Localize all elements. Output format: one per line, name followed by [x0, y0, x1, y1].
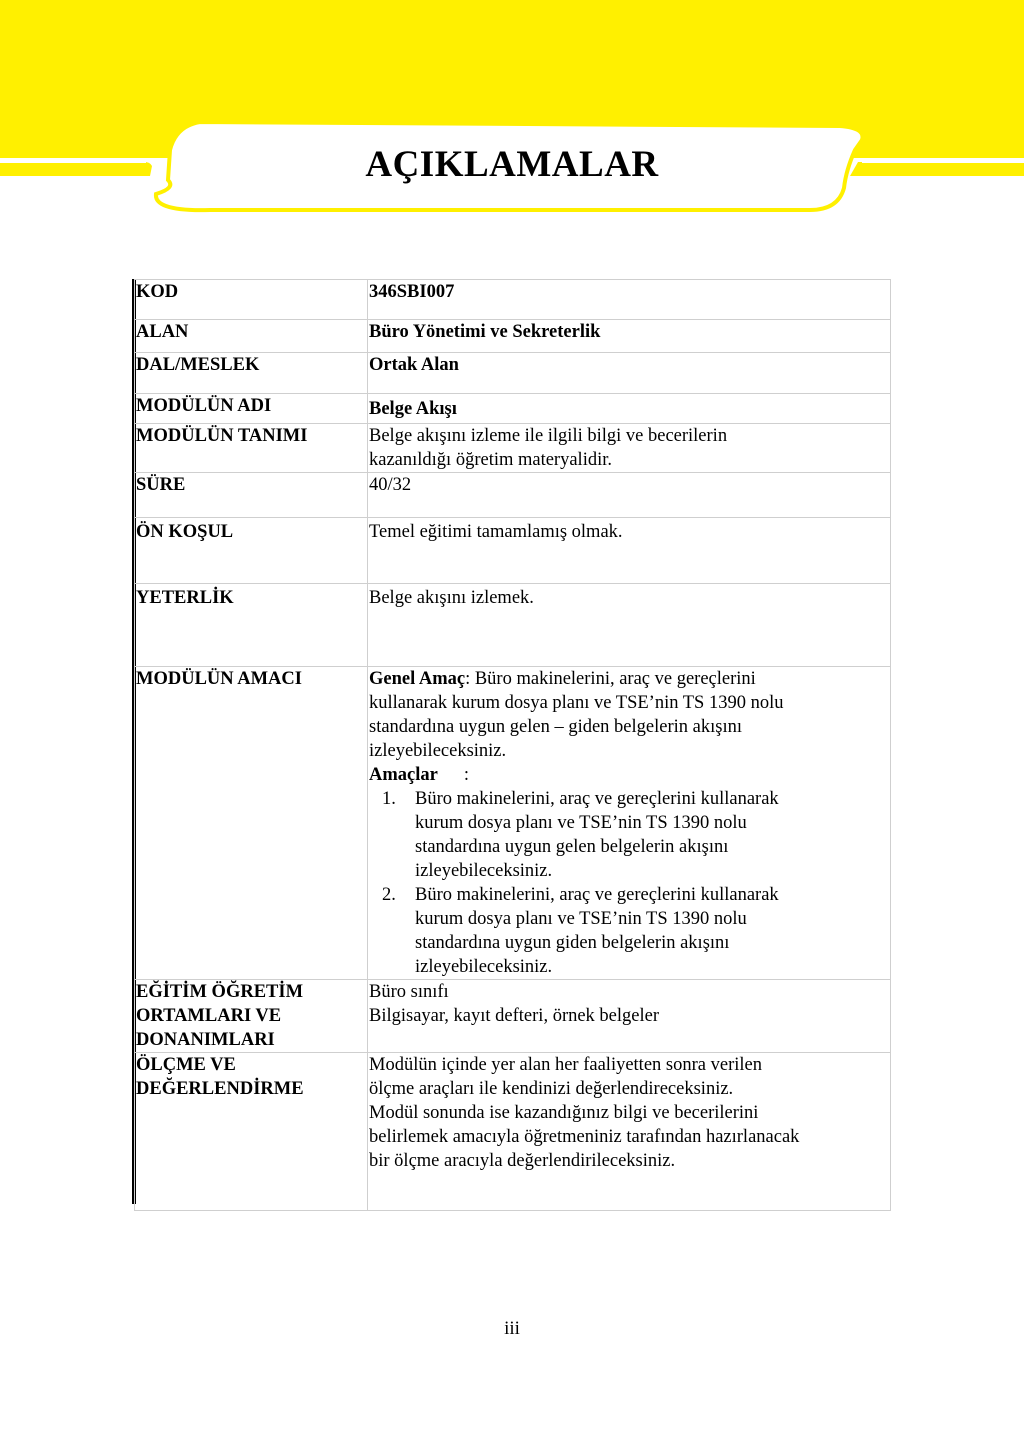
- page-title: AÇIKLAMALAR: [365, 144, 659, 185]
- text-line: izleyebileceksiniz.: [415, 957, 553, 977]
- label-egitim-ortamlari: [135, 980, 368, 1053]
- text-line: bir ölçme aracıyla değerlendirileceksiniz.: [369, 1151, 676, 1171]
- amaclar-colon: :: [463, 765, 469, 785]
- table-row: [135, 667, 891, 980]
- value-olcme: [368, 1053, 891, 1211]
- text-line: standardına uygun gelen belgelerin akışını: [415, 837, 729, 857]
- list-item: [369, 787, 890, 883]
- text-line: ölçme araçları ile kendinizi değerlendireceksiniz.: [369, 1079, 734, 1099]
- text-line: kullanarak kurum dosya planı ve TSE’nin TS 1390 nolu: [369, 693, 784, 713]
- value-sure: 40/32: [368, 473, 891, 518]
- text-line: ORTAMLARI VE: [136, 1006, 282, 1026]
- text-line: kazanıldığı öğretim materyalidir.: [369, 450, 612, 470]
- value-alan: Büro Yönetimi ve Sekreterlik: [368, 320, 891, 353]
- text-line: EĞİTİM ÖĞRETİM: [136, 982, 304, 1002]
- amaclar-heading: [369, 763, 890, 787]
- text-line: standardına uygun gelen – giden belgelerin akışını: [369, 717, 742, 737]
- value-egitim-ortamlari: [368, 980, 891, 1053]
- genel-amac: [369, 667, 890, 691]
- label-dal-meslek: DAL/MESLEK: [135, 353, 368, 394]
- label-alan: ALAN: [135, 320, 368, 353]
- text-line: Büro sınıfı: [369, 982, 449, 1002]
- header-banner: [0, 0, 1024, 230]
- amaclar-label: Amaçlar: [369, 765, 438, 785]
- text-line: Büro makinelerini, araç ve gereçlerini kullanarak: [415, 789, 779, 809]
- text-line: Modül sonunda ise kazandığınız bilgi ve becerilerini: [369, 1103, 759, 1123]
- table-row: [135, 320, 891, 353]
- table-row: [135, 518, 891, 584]
- text-line: belirlemek amacıyla öğretmeniniz tarafından hazırlanacak: [369, 1127, 800, 1147]
- text-line: Bilgisayar, kayıt defteri, örnek belgeler: [369, 1006, 660, 1026]
- text-line: kurum dosya planı ve TSE’nin TS 1390 nolu: [415, 813, 747, 833]
- value-yeterlik: Belge akışını izlemek.: [368, 584, 891, 667]
- label-yeterlik: YETERLİK: [135, 584, 368, 667]
- table-row: [135, 353, 891, 394]
- module-info-table: [134, 279, 891, 1211]
- text-line: izleyebileceksiniz.: [415, 861, 553, 881]
- genel-amac-text: : Büro makinelerini, araç ve gereçlerini: [465, 669, 756, 689]
- genel-amac-label: Genel Amaç: [369, 669, 466, 689]
- list-number: 2.: [382, 885, 396, 905]
- value-on-kosul: Temel eğitimi tamamlamış olmak.: [368, 518, 891, 584]
- text-line: ÖLÇME VE: [136, 1055, 236, 1075]
- text-line: Modülün içinde yer alan her faaliyetten sonra verilen: [369, 1055, 762, 1075]
- text-line: DONANIMLARI: [136, 1030, 275, 1050]
- label-sure: SÜRE: [135, 473, 368, 518]
- label-on-kosul: ÖN KOŞUL: [135, 518, 368, 584]
- page-number: iii: [504, 1318, 520, 1339]
- label-modul-tanimi: MODÜLÜN TANIMI: [135, 424, 368, 473]
- table-row: [135, 424, 891, 473]
- value-kod: 346SBI007: [368, 280, 891, 320]
- label-kod: KOD: [135, 280, 368, 320]
- value-modul-amaci: [368, 667, 891, 980]
- table-row: [135, 394, 891, 424]
- text-line: standardına uygun giden belgelerin akışını: [415, 933, 730, 953]
- table-row: [135, 1053, 891, 1211]
- value-dal-meslek: Ortak Alan: [368, 353, 891, 394]
- table-row: [135, 280, 891, 320]
- table-row: [135, 980, 891, 1053]
- value-modul-tanimi: [368, 424, 891, 473]
- table-row: [135, 473, 891, 518]
- text-line: DEĞERLENDİRME: [136, 1079, 304, 1099]
- text-line: Belge akışını izleme ile ilgili bilgi ve becerilerin: [369, 426, 728, 446]
- label-olcme: [135, 1053, 368, 1211]
- text-line: izleyebileceksiniz.: [369, 741, 507, 761]
- label-modul-amaci: MODÜLÜN AMACI: [135, 667, 368, 980]
- value-modul-adi: Belge Akışı: [368, 394, 891, 424]
- list-item: [369, 883, 890, 979]
- list-number: 1.: [382, 789, 396, 809]
- text-line: kurum dosya planı ve TSE’nin TS 1390 nolu: [415, 909, 747, 929]
- label-modul-adi: MODÜLÜN ADI: [135, 394, 368, 424]
- text-line: Büro makinelerini, araç ve gereçlerini kullanarak: [415, 885, 779, 905]
- table-row: [135, 584, 891, 667]
